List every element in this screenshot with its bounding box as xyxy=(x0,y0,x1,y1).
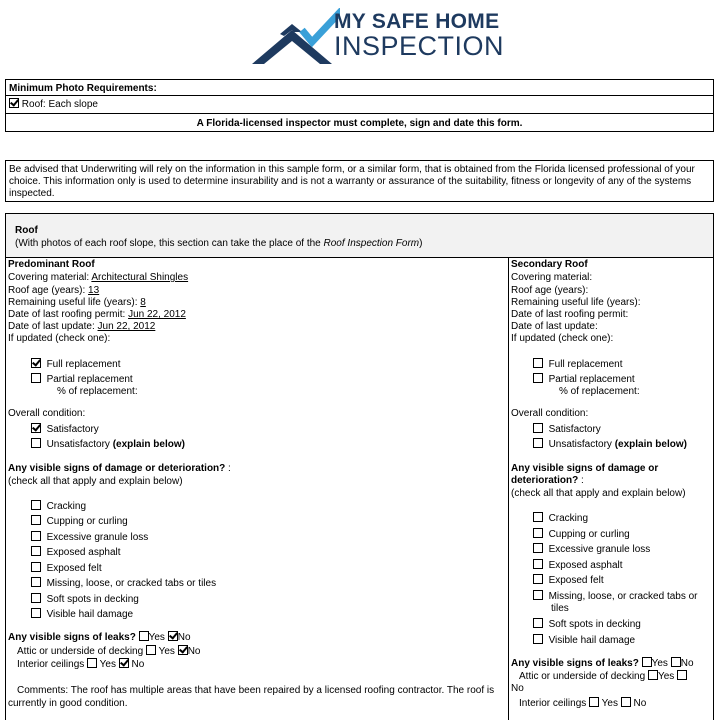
sec-damage-checkbox[interactable] xyxy=(533,634,543,644)
useful-life-value[interactable]: 8 xyxy=(140,297,146,308)
predominant-title: Predominant Roof xyxy=(8,259,95,270)
sec-satisfactory-checkbox[interactable] xyxy=(533,423,543,433)
sec-partial-replacement-checkbox[interactable] xyxy=(533,373,543,383)
advisory-box xyxy=(5,160,714,202)
update-date-value[interactable]: Jun 22, 2012 xyxy=(97,321,156,332)
logo-line-2: INSPECTION xyxy=(334,31,505,61)
sec-damage-checkbox[interactable] xyxy=(533,528,543,538)
inspector-notice: A Florida-licensed inspector must complete, sign and date this form. xyxy=(196,118,523,129)
house-roof-logo-icon xyxy=(250,8,340,68)
sec-interior-no-checkbox[interactable] xyxy=(621,697,631,707)
sec-interior-yes-checkbox[interactable] xyxy=(589,697,599,707)
roof-subtitle: (With photos of each roof slope, this section can take the place of the Roof Inspection Form) xyxy=(15,238,423,249)
sec-damage-checkbox[interactable] xyxy=(533,559,543,569)
column-divider xyxy=(508,258,509,720)
sec-damage-checkbox[interactable] xyxy=(533,574,543,584)
sec-damage-checkbox[interactable] xyxy=(533,590,543,600)
min-photo-title: Minimum Photo Requirements: xyxy=(9,83,157,94)
sec-leaks-yes-checkbox[interactable] xyxy=(642,657,652,667)
sec-full-replacement-checkbox[interactable] xyxy=(533,358,543,368)
company-logo xyxy=(250,8,505,68)
satisfactory-checkbox[interactable] xyxy=(31,423,41,433)
sec-damage-checkbox[interactable] xyxy=(533,543,543,553)
attic-no-checkbox[interactable] xyxy=(178,645,188,655)
sec-damage-checkbox[interactable] xyxy=(533,618,543,628)
damage-checkbox[interactable] xyxy=(31,608,41,618)
damage-checkbox[interactable] xyxy=(31,593,41,603)
damage-checkbox[interactable] xyxy=(31,562,41,572)
sec-damage-checkbox[interactable] xyxy=(533,512,543,522)
interior-yes-checkbox[interactable] xyxy=(87,658,97,668)
leaks-no-checkbox[interactable] xyxy=(168,631,178,641)
sec-leaks-no-checkbox[interactable] xyxy=(671,657,681,667)
interior-no-checkbox[interactable] xyxy=(119,658,129,668)
damage-checkbox[interactable] xyxy=(31,546,41,556)
roof-each-slope-checkbox[interactable] xyxy=(9,98,19,108)
secondary-title: Secondary Roof xyxy=(511,259,588,270)
roof-each-slope-label: Roof: Each slope xyxy=(21,99,98,110)
permit-date-value[interactable]: Jun 22, 2012 xyxy=(128,309,186,320)
sec-attic-yes-checkbox[interactable] xyxy=(648,670,658,680)
min-photo-box xyxy=(5,79,714,132)
full-replacement-checkbox[interactable] xyxy=(31,358,41,368)
damage-checkbox[interactable] xyxy=(31,500,41,510)
covering-material-value[interactable]: Architectural Shingles xyxy=(91,272,189,283)
partial-replacement-checkbox[interactable] xyxy=(31,373,41,383)
damage-checkbox[interactable] xyxy=(31,531,41,541)
advisory-text: Be advised that Underwriting will rely on the information in this sample form, or a similar form, that is obtained from the Florida licensed professional of your choice. This information only is used to determine insurability and is not a warranty or assurance of the suitability, fitness or longevity of any of the systems inspected. xyxy=(9,164,695,199)
roof-title: Roof xyxy=(15,225,38,236)
logo-line-1: MY SAFE HOME xyxy=(334,10,500,33)
attic-yes-checkbox[interactable] xyxy=(146,645,156,655)
comments-text: Comments: The roof has multiple areas that have been repaired by a licensed roofing contractor. The roof is currently in good condition. xyxy=(8,685,495,709)
unsatisfactory-checkbox[interactable] xyxy=(31,438,41,448)
damage-checkbox[interactable] xyxy=(31,515,41,525)
if-updated-label: If updated (check one): xyxy=(8,333,111,344)
leaks-yes-checkbox[interactable] xyxy=(139,631,149,641)
roof-age-value[interactable]: 13 xyxy=(88,285,100,296)
damage-checkbox[interactable] xyxy=(31,577,41,587)
sec-attic-no-checkbox[interactable] xyxy=(677,670,687,680)
sec-unsatisfactory-checkbox[interactable] xyxy=(533,438,543,448)
